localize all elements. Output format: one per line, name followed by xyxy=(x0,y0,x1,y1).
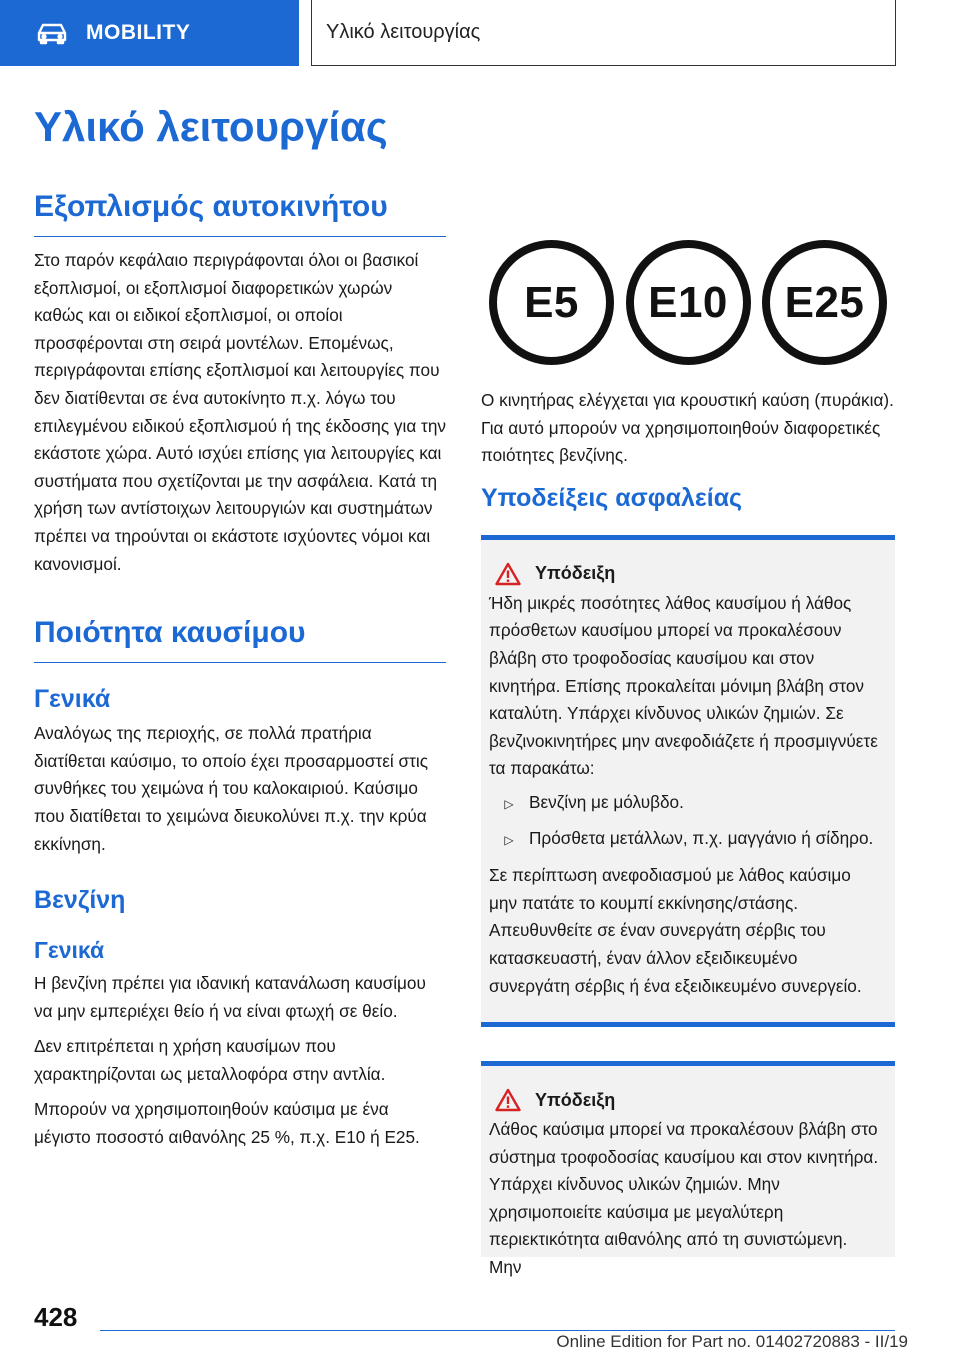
section-heading-vehicle-equipment: Εξοπλισμός αυτοκινήτου xyxy=(34,190,446,237)
triangle-right-icon: ▷ xyxy=(504,796,514,811)
header-tab-mobility[interactable] xyxy=(0,0,299,66)
warning-triangle-icon xyxy=(495,1088,521,1112)
list-item xyxy=(489,789,881,819)
fuel-badge-e5: E5 xyxy=(489,240,614,365)
subheading-safety-notes: Υποδείξεις ασφαλείας xyxy=(481,483,743,512)
fuel-badge-e25: E25 xyxy=(762,240,887,365)
paragraph: Η βενζίνη πρέπει για ιδανική κατανάλωση καυσίμου να μην εμπεριέχει θείο ή να είναι φτωχή σε θείο. xyxy=(34,973,426,1021)
warning-box xyxy=(481,535,895,1027)
paragraph: Δεν επιτρέπεται η χρήση καυσίμων που χαρακτηρίζονται ως μεταλλοφόρα στην αντλία. xyxy=(34,1036,386,1084)
paragraph: Μπορούν να χρησιμοποιηθούν καύσιμα με ένα μέγιστο ποσοστό αιθανόλης 25 %, π.χ. E10 ή E25. xyxy=(34,1099,420,1148)
section-heading-fuel-quality: Ποιότητα καυσίμου xyxy=(34,616,446,663)
warning-text: Ήδη μικρές ποσότητες λάθος καυσίμου ή λάθος πρόσθετων καυσίμου μπορεί να προκαλέσουν βλάβη στο τροφοδοσίας καυσίμου και στον κινητήρα. Επίσης προκαλείται μόνιμη βλάβη στον καταλύτη. Υπάρχει κίνδυνος υλικών ζημιών. Σε βενζινοκινητήρες μην ανεφοδιάζετε ή προσμιγνύετε τα παρακάτω: xyxy=(489,592,878,779)
subheading-general: Γενικά xyxy=(34,937,105,964)
left-column xyxy=(34,190,446,1160)
page-number: 428 xyxy=(34,1302,78,1332)
header-tab-label: MOBILITY xyxy=(86,21,191,44)
footer-edition: Online Edition for Part no. 01402720883 - II/19 xyxy=(556,1332,908,1351)
paragraph: Ο κινητήρας ελέγχεται για κρουστική καύση (πυράκια). Για αυτό μπορούν να χρησιμοποιηθούν διαφορετικές ποιότητες βενζίνης. xyxy=(481,390,894,466)
page-title: Υλικό λειτουργίας xyxy=(34,103,388,150)
triangle-right-icon: ▷ xyxy=(504,832,514,847)
list-item-text: Βενζίνη με μόλυβδο. xyxy=(529,791,684,812)
warning-header xyxy=(489,562,881,586)
right-column xyxy=(481,240,895,1278)
subheading-general: Γενικά xyxy=(34,685,111,714)
list-item-text: Πρόσθετα μετάλλων, π.χ. μαγγάνιο ή σίδηρο. xyxy=(529,827,874,848)
warning-title: Υπόδειξη xyxy=(535,1089,616,1110)
footer-divider xyxy=(100,1330,895,1331)
warning-text: Λάθος καύσιμα μπορεί να προκαλέσουν βλάβη στο σύστημα τροφοδοσίας καυσίμου και στον κινητήρα. Υπάρχει κίνδυνος υλικών ζημιών. Μην χρησιμοποιείτε καύσιμα με μεγαλύτερη περιεκτικότητα αιθανόλης από τη συνιστώμενη. Μην xyxy=(489,1119,879,1278)
paragraph: Στο παρόν κεφάλαιο περιγράφονται όλοι οι βασικοί εξοπλισμοί, οι εξοπλισμοί διαφορετικών χωρών καθώς και οι ειδικοί εξοπλισμοί, οι οποίοι προσφέρονται στη σειρά μοντέλων. Επομένως, περιγράφονται επίσης εξοπλισμοί και λειτουργίες που δεν διατίθενται σε ένα αυτοκίνητο π.χ. λόγω του επιλεγμένου ειδικού εξοπλισμού ή της έκδοσης για την εκάστοτε χώρα. Αυτό ισχύει επίσης για λειτουργίες και συστήματα που σχετίζονται με την ασφάλεια. Κατά τη χρήση των αντίστοιχων λειτουργιών και συστημάτων πρέπει να τηρούνται οι εκάστοτε ισχύοντες νόμοι και κανονισμοί. xyxy=(34,250,446,574)
warning-triangle-icon xyxy=(495,562,521,586)
warning-text: Σε περίπτωση ανεφοδιασμού με λάθος καύσιμο μην πατάτε το κουμπί εκκίνησης/στάσης. Απευθυνθείτε σε έναν συνεργάτη σέρβις του κατασκευαστή, έναν άλλον εξειδικευμένο συνεργάτη σέρβις ή ένα εξειδικευμένο συνεργείο. xyxy=(489,865,862,996)
warning-header xyxy=(489,1088,881,1112)
header-section-title: Υλικό λειτουργίας xyxy=(311,0,896,66)
warning-box xyxy=(481,1061,895,1278)
subheading-petrol: Βενζίνη xyxy=(34,886,126,915)
paragraph: Αναλόγως της περιοχής, σε πολλά πρατήρια διατίθεται καύσιμο, το οποίο έχει προσαρμοστεί στις συνθήκες του χειμώνα ή του καλοκαιριού. Καύσιμο που διατίθεται το χειμώνα διευκολύνει π.χ. την κρύα εκκίνηση. xyxy=(34,723,428,854)
list-item xyxy=(489,825,881,855)
fuel-badges xyxy=(481,240,895,365)
warning-title: Υπόδειξη xyxy=(535,563,616,584)
car-icon xyxy=(36,22,68,44)
warning-list xyxy=(489,789,881,854)
fuel-badge-e10: E10 xyxy=(626,240,751,365)
